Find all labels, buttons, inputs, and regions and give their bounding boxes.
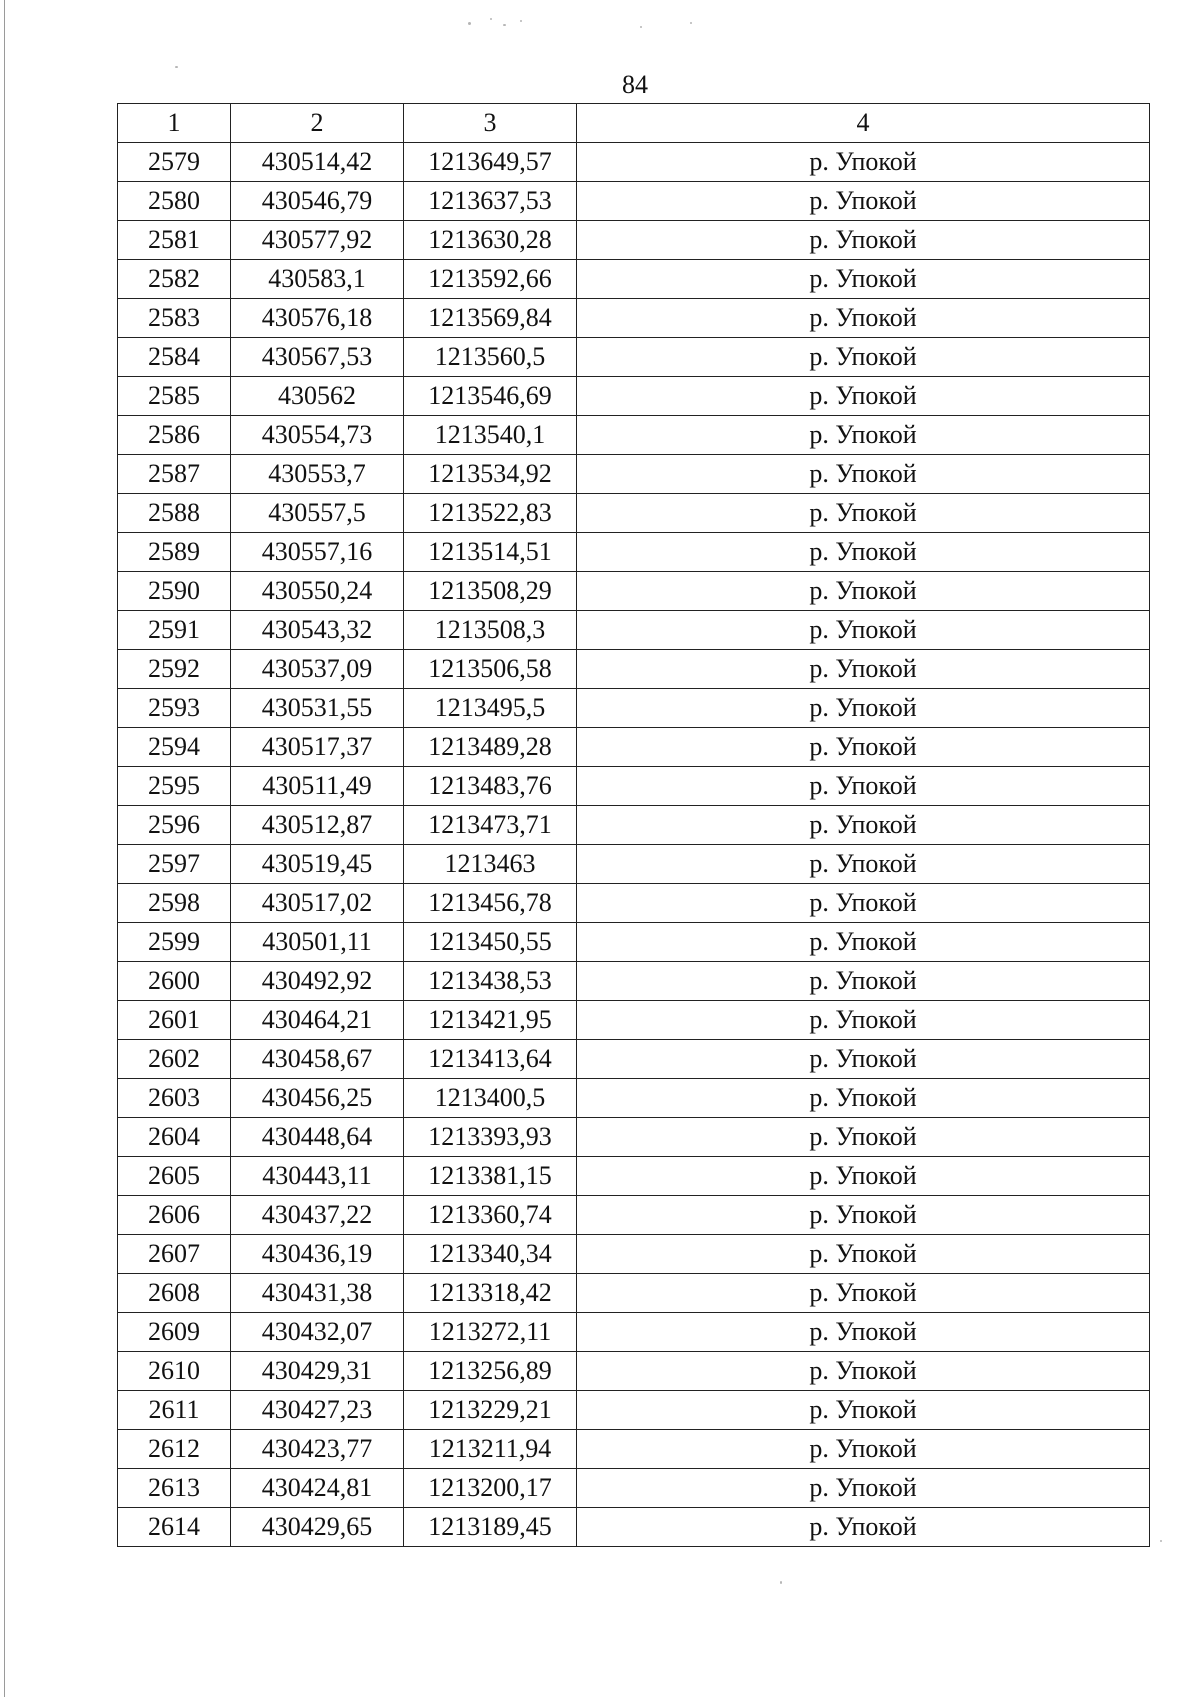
description-cell: р. Упокой — [577, 923, 1150, 962]
x-coordinate-cell: 430543,32 — [231, 611, 404, 650]
table-row — [118, 494, 1150, 533]
y-coordinate-cell: 1213637,53 — [404, 182, 577, 221]
column-header-3: 3 — [404, 104, 577, 143]
point-number-cell: 2601 — [118, 1001, 231, 1040]
x-coordinate-cell: 430517,37 — [231, 728, 404, 767]
table-row — [118, 299, 1150, 338]
point-number-cell: 2591 — [118, 611, 231, 650]
x-coordinate-cell: 430458,67 — [231, 1040, 404, 1079]
description-cell: р. Упокой — [577, 143, 1150, 182]
table-row — [118, 416, 1150, 455]
y-coordinate-cell: 1213522,83 — [404, 494, 577, 533]
description-cell: р. Упокой — [577, 338, 1150, 377]
point-number-cell: 2602 — [118, 1040, 231, 1079]
description-cell: р. Упокой — [577, 1430, 1150, 1469]
table-row — [118, 1469, 1150, 1508]
description-cell: р. Упокой — [577, 533, 1150, 572]
description-cell: р. Упокой — [577, 689, 1150, 728]
column-header-2: 2 — [231, 104, 404, 143]
column-header-1: 1 — [118, 104, 231, 143]
y-coordinate-cell: 1213400,5 — [404, 1079, 577, 1118]
y-coordinate-cell: 1213534,92 — [404, 455, 577, 494]
point-number-cell: 2606 — [118, 1196, 231, 1235]
table-row — [118, 377, 1150, 416]
y-coordinate-cell: 1213560,5 — [404, 338, 577, 377]
description-cell: р. Упокой — [577, 494, 1150, 533]
y-coordinate-cell: 1213463 — [404, 845, 577, 884]
description-cell: р. Упокой — [577, 1001, 1150, 1040]
description-cell: р. Упокой — [577, 1157, 1150, 1196]
point-number-cell: 2607 — [118, 1235, 231, 1274]
point-number-cell: 2599 — [118, 923, 231, 962]
table-row — [118, 182, 1150, 221]
y-coordinate-cell: 1213483,76 — [404, 767, 577, 806]
x-coordinate-cell: 430583,1 — [231, 260, 404, 299]
x-coordinate-cell: 430554,73 — [231, 416, 404, 455]
y-coordinate-cell: 1213256,89 — [404, 1352, 577, 1391]
table-row — [118, 962, 1150, 1001]
table-row — [118, 455, 1150, 494]
table-row — [118, 143, 1150, 182]
x-coordinate-cell: 430443,11 — [231, 1157, 404, 1196]
description-cell: р. Упокой — [577, 767, 1150, 806]
y-coordinate-cell: 1213200,17 — [404, 1469, 577, 1508]
description-cell: р. Упокой — [577, 1079, 1150, 1118]
table-row — [118, 689, 1150, 728]
description-cell: р. Упокой — [577, 806, 1150, 845]
description-cell: р. Упокой — [577, 728, 1150, 767]
description-cell: р. Упокой — [577, 260, 1150, 299]
table-row — [118, 1508, 1150, 1547]
x-coordinate-cell: 430429,31 — [231, 1352, 404, 1391]
y-coordinate-cell: 1213540,1 — [404, 416, 577, 455]
description-cell: р. Упокой — [577, 1196, 1150, 1235]
table-row — [118, 923, 1150, 962]
column-header-4: 4 — [577, 104, 1150, 143]
scan-speck — [1160, 1540, 1162, 1542]
x-coordinate-cell: 430511,49 — [231, 767, 404, 806]
point-number-cell: 2585 — [118, 377, 231, 416]
x-coordinate-cell: 430464,21 — [231, 1001, 404, 1040]
table-row — [118, 611, 1150, 650]
scan-speck — [780, 1581, 782, 1584]
x-coordinate-cell: 430512,87 — [231, 806, 404, 845]
table-row — [118, 338, 1150, 377]
x-coordinate-cell: 430546,79 — [231, 182, 404, 221]
point-number-cell: 2609 — [118, 1313, 231, 1352]
table-row — [118, 1391, 1150, 1430]
description-cell: р. Упокой — [577, 845, 1150, 884]
table-row — [118, 845, 1150, 884]
point-number-cell: 2613 — [118, 1469, 231, 1508]
description-cell: р. Упокой — [577, 1508, 1150, 1547]
y-coordinate-cell: 1213630,28 — [404, 221, 577, 260]
x-coordinate-cell: 430423,77 — [231, 1430, 404, 1469]
y-coordinate-cell: 1213340,34 — [404, 1235, 577, 1274]
description-cell: р. Упокой — [577, 884, 1150, 923]
description-cell: р. Упокой — [577, 1391, 1150, 1430]
point-number-cell: 2593 — [118, 689, 231, 728]
y-coordinate-cell: 1213592,66 — [404, 260, 577, 299]
point-number-cell: 2590 — [118, 572, 231, 611]
y-coordinate-cell: 1213450,55 — [404, 923, 577, 962]
point-number-cell: 2582 — [118, 260, 231, 299]
y-coordinate-cell: 1213495,5 — [404, 689, 577, 728]
y-coordinate-cell: 1213508,29 — [404, 572, 577, 611]
x-coordinate-cell: 430501,11 — [231, 923, 404, 962]
table-row — [118, 1079, 1150, 1118]
point-number-cell: 2579 — [118, 143, 231, 182]
description-cell: р. Упокой — [577, 1040, 1150, 1079]
scan-speck — [503, 24, 506, 26]
description-cell: р. Упокой — [577, 650, 1150, 689]
point-number-cell: 2594 — [118, 728, 231, 767]
table-row — [118, 1118, 1150, 1157]
y-coordinate-cell: 1213393,93 — [404, 1118, 577, 1157]
description-cell: р. Упокой — [577, 377, 1150, 416]
coordinates-table — [117, 103, 1150, 1547]
x-coordinate-cell: 430514,42 — [231, 143, 404, 182]
table-row — [118, 884, 1150, 923]
x-coordinate-cell: 430432,07 — [231, 1313, 404, 1352]
y-coordinate-cell: 1213508,3 — [404, 611, 577, 650]
point-number-cell: 2589 — [118, 533, 231, 572]
x-coordinate-cell: 430429,65 — [231, 1508, 404, 1547]
table-row — [118, 650, 1150, 689]
description-cell: р. Упокой — [577, 182, 1150, 221]
description-cell: р. Упокой — [577, 1313, 1150, 1352]
description-cell: р. Упокой — [577, 1352, 1150, 1391]
description-cell: р. Упокой — [577, 611, 1150, 650]
table-row — [118, 1313, 1150, 1352]
table-row — [118, 1196, 1150, 1235]
scan-speck — [490, 18, 492, 20]
x-coordinate-cell: 430492,92 — [231, 962, 404, 1001]
y-coordinate-cell: 1213438,53 — [404, 962, 577, 1001]
x-coordinate-cell: 430557,16 — [231, 533, 404, 572]
point-number-cell: 2608 — [118, 1274, 231, 1313]
point-number-cell: 2584 — [118, 338, 231, 377]
x-coordinate-cell: 430537,09 — [231, 650, 404, 689]
table-row — [118, 1235, 1150, 1274]
description-cell: р. Упокой — [577, 1118, 1150, 1157]
y-coordinate-cell: 1213514,51 — [404, 533, 577, 572]
y-coordinate-cell: 1213489,28 — [404, 728, 577, 767]
y-coordinate-cell: 1213211,94 — [404, 1430, 577, 1469]
y-coordinate-cell: 1213649,57 — [404, 143, 577, 182]
point-number-cell: 2586 — [118, 416, 231, 455]
scan-speck — [520, 20, 522, 22]
point-number-cell: 2600 — [118, 962, 231, 1001]
table-row — [118, 767, 1150, 806]
y-coordinate-cell: 1213506,58 — [404, 650, 577, 689]
x-coordinate-cell: 430550,24 — [231, 572, 404, 611]
table-row — [118, 1352, 1150, 1391]
point-number-cell: 2587 — [118, 455, 231, 494]
table-row — [118, 260, 1150, 299]
x-coordinate-cell: 430427,23 — [231, 1391, 404, 1430]
point-number-cell: 2604 — [118, 1118, 231, 1157]
scan-speck — [175, 66, 178, 68]
x-coordinate-cell: 430431,38 — [231, 1274, 404, 1313]
table-row — [118, 221, 1150, 260]
y-coordinate-cell: 1213360,74 — [404, 1196, 577, 1235]
y-coordinate-cell: 1213569,84 — [404, 299, 577, 338]
table-row — [118, 1040, 1150, 1079]
point-number-cell: 2611 — [118, 1391, 231, 1430]
page-left-edge — [4, 0, 5, 1697]
point-number-cell: 2614 — [118, 1508, 231, 1547]
point-number-cell: 2583 — [118, 299, 231, 338]
x-coordinate-cell: 430456,25 — [231, 1079, 404, 1118]
y-coordinate-cell: 1213272,11 — [404, 1313, 577, 1352]
point-number-cell: 2603 — [118, 1079, 231, 1118]
y-coordinate-cell: 1213229,21 — [404, 1391, 577, 1430]
description-cell: р. Упокой — [577, 962, 1150, 1001]
table-body — [118, 143, 1150, 1547]
table-row — [118, 572, 1150, 611]
point-number-cell: 2605 — [118, 1157, 231, 1196]
description-cell: р. Упокой — [577, 1235, 1150, 1274]
x-coordinate-cell: 430557,5 — [231, 494, 404, 533]
x-coordinate-cell: 430531,55 — [231, 689, 404, 728]
page-number: 84 — [622, 70, 648, 99]
description-cell: р. Упокой — [577, 1274, 1150, 1313]
point-number-cell: 2597 — [118, 845, 231, 884]
y-coordinate-cell: 1213189,45 — [404, 1508, 577, 1547]
x-coordinate-cell: 430436,19 — [231, 1235, 404, 1274]
table-header-row — [118, 104, 1150, 143]
description-cell: р. Упокой — [577, 416, 1150, 455]
table-row — [118, 728, 1150, 767]
y-coordinate-cell: 1213473,71 — [404, 806, 577, 845]
description-cell: р. Упокой — [577, 1469, 1150, 1508]
y-coordinate-cell: 1213318,42 — [404, 1274, 577, 1313]
x-coordinate-cell: 430553,7 — [231, 455, 404, 494]
point-number-cell: 2610 — [118, 1352, 231, 1391]
point-number-cell: 2588 — [118, 494, 231, 533]
point-number-cell: 2581 — [118, 221, 231, 260]
description-cell: р. Упокой — [577, 221, 1150, 260]
x-coordinate-cell: 430437,22 — [231, 1196, 404, 1235]
description-cell: р. Упокой — [577, 299, 1150, 338]
scan-speck — [690, 22, 692, 24]
point-number-cell: 2612 — [118, 1430, 231, 1469]
point-number-cell: 2598 — [118, 884, 231, 923]
scan-speck — [640, 26, 642, 28]
table-row — [118, 1001, 1150, 1040]
y-coordinate-cell: 1213413,64 — [404, 1040, 577, 1079]
scan-speck — [468, 22, 471, 25]
x-coordinate-cell: 430517,02 — [231, 884, 404, 923]
x-coordinate-cell: 430448,64 — [231, 1118, 404, 1157]
table-row — [118, 1157, 1150, 1196]
table-row — [118, 806, 1150, 845]
table-row — [118, 533, 1150, 572]
y-coordinate-cell: 1213381,15 — [404, 1157, 577, 1196]
description-cell: р. Упокой — [577, 455, 1150, 494]
x-coordinate-cell: 430424,81 — [231, 1469, 404, 1508]
x-coordinate-cell: 430567,53 — [231, 338, 404, 377]
point-number-cell: 2592 — [118, 650, 231, 689]
table-row — [118, 1274, 1150, 1313]
table-row — [118, 1430, 1150, 1469]
point-number-cell: 2580 — [118, 182, 231, 221]
x-coordinate-cell: 430577,92 — [231, 221, 404, 260]
x-coordinate-cell: 430576,18 — [231, 299, 404, 338]
y-coordinate-cell: 1213546,69 — [404, 377, 577, 416]
y-coordinate-cell: 1213456,78 — [404, 884, 577, 923]
y-coordinate-cell: 1213421,95 — [404, 1001, 577, 1040]
point-number-cell: 2595 — [118, 767, 231, 806]
x-coordinate-cell: 430562 — [231, 377, 404, 416]
description-cell: р. Упокой — [577, 572, 1150, 611]
point-number-cell: 2596 — [118, 806, 231, 845]
x-coordinate-cell: 430519,45 — [231, 845, 404, 884]
